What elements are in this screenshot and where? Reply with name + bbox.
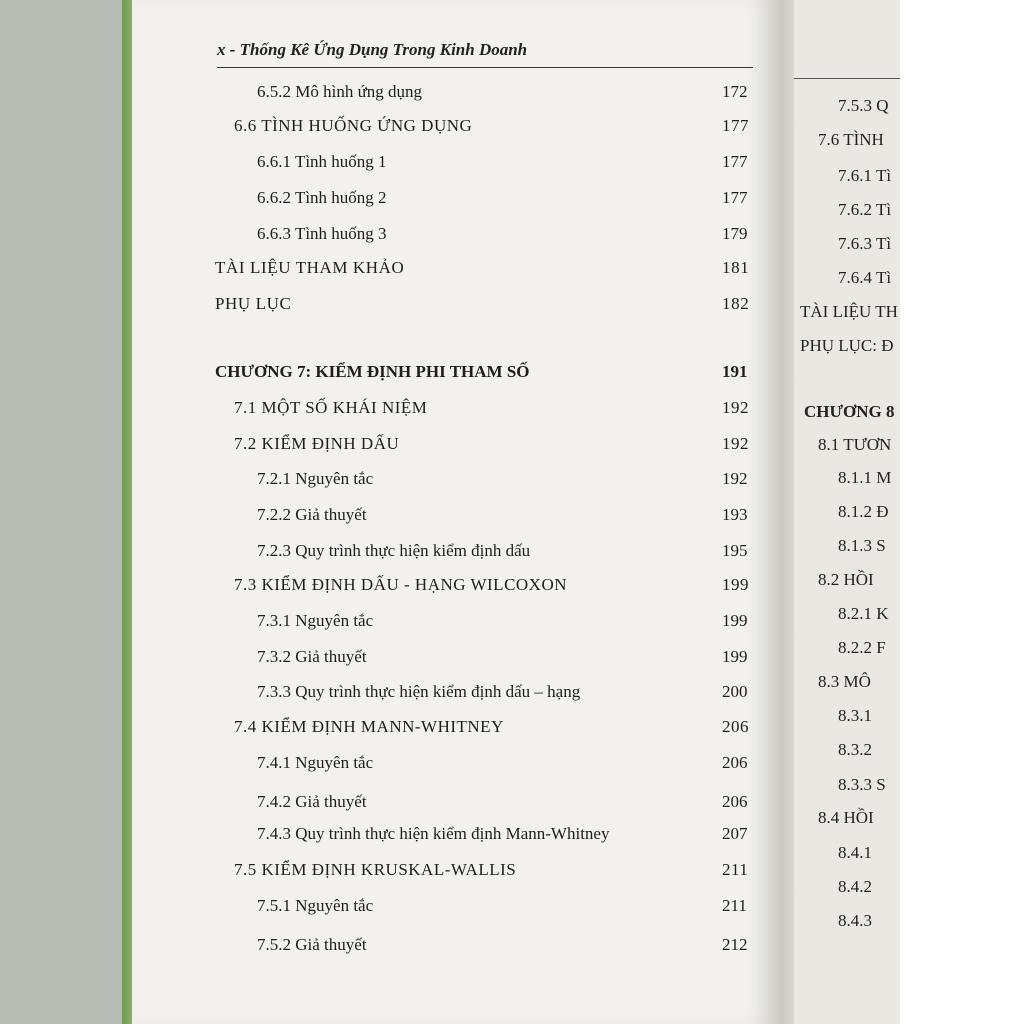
right-page-toc-entry: 8.2 HỒI (818, 570, 874, 589)
right-page-toc-entry: CHƯƠNG 8 (804, 402, 895, 421)
toc-entry-label: TÀI LIỆU THAM KHẢO (215, 258, 405, 277)
toc-chapter-entry (215, 362, 762, 384)
toc-entry-label: 6.5.2 Mô hình ứng dụng (257, 82, 423, 101)
toc-entry (257, 505, 762, 527)
toc-entry-label: 6.6 TÌNH HUỐNG ỨNG DỤNG (234, 116, 473, 135)
right-page (794, 0, 900, 1024)
toc-entry (257, 935, 762, 957)
toc-entry (257, 541, 762, 563)
toc-entry (257, 753, 762, 775)
toc-entry-label: 7.3.3 Quy trình thực hiện kiểm định dấu – hạng (257, 682, 581, 701)
toc-entry (215, 294, 762, 316)
right-page-toc-entry: 8.3.2 (838, 740, 872, 759)
toc-entry-page-number: 179 (722, 224, 748, 243)
toc-entry-page-number: 199 (722, 611, 748, 630)
toc-entry-label: 7.4.2 Giả thuyết (257, 792, 367, 811)
toc-entry-page-number: 212 (722, 935, 748, 954)
toc-entry (257, 469, 762, 491)
toc-entry (257, 792, 762, 814)
right-page-toc-entry: 8.1.1 M (838, 468, 892, 487)
toc-entry-label: 7.2.3 Quy trình thực hiện kiểm định dấu (257, 541, 531, 560)
right-page-toc-entry: 8.4.3 (838, 911, 872, 930)
toc-entry (257, 896, 762, 918)
toc-entry-page-number: 192 (722, 469, 748, 488)
right-page-toc-entry: 8.4.1 (838, 843, 872, 862)
toc-entry-label: 6.6.3 Tình huống 3 (257, 224, 387, 243)
toc-entry-label: 7.3.2 Giả thuyết (257, 647, 367, 666)
toc-entry-page-number: 192 (722, 434, 749, 453)
toc-entry (234, 434, 762, 456)
right-page-toc-entry: PHỤ LỤC: Đ (800, 336, 894, 355)
toc-entry (257, 188, 762, 210)
toc-entry-page-number: 191 (722, 362, 748, 381)
right-page-toc-entry: 8.3 MÔ (818, 672, 871, 691)
toc-entry-page-number: 199 (722, 647, 748, 666)
toc-entry (215, 258, 762, 280)
right-page-toc-entry: 8.1 TƯƠN (818, 435, 892, 454)
toc-entry (257, 82, 762, 104)
right-page-toc-entry: 8.3.1 (838, 706, 872, 725)
toc-entry (234, 717, 762, 739)
toc-entry-page-number: 181 (722, 258, 750, 277)
right-page-toc-entry: 7.6.4 Tì (838, 268, 892, 287)
toc-entry-page-number: 177 (722, 152, 748, 171)
toc-entry-label: 6.6.1 Tình huống 1 (257, 152, 387, 171)
right-page-header-rule (794, 78, 900, 79)
toc-entry (257, 152, 762, 174)
toc-entry (257, 611, 762, 633)
right-page-toc-entry: 8.1.3 S (838, 536, 886, 555)
toc-entry-label: 7.2.1 Nguyên tắc (257, 469, 374, 488)
toc-entry-page-number: 172 (722, 82, 748, 101)
toc-entry-page-number: 211 (722, 860, 749, 879)
background (900, 0, 1024, 1024)
toc-entry-page-number: 199 (722, 575, 749, 594)
toc-entry-page-number: 177 (722, 116, 749, 135)
toc-entry-label: 7.5 KIỂM ĐỊNH KRUSKAL-WALLIS (234, 860, 517, 879)
toc-entry-label: 7.4.3 Quy trình thực hiện kiểm định Mann-Whitney (257, 824, 610, 843)
toc-entry-label: 7.3 KIỂM ĐỊNH DẤU - HẠNG WILCOXON (234, 575, 568, 594)
toc-entry-label: 7.4.1 Nguyên tắc (257, 753, 374, 772)
toc-entry (257, 824, 762, 846)
toc-entry-page-number: 182 (722, 294, 750, 313)
toc-entry-label: CHƯƠNG 7: KIỂM ĐỊNH PHI THAM SỐ (215, 362, 530, 381)
right-page-toc-entry: 8.3.3 S (838, 775, 886, 794)
header-rule (217, 67, 753, 68)
right-page-toc-entry: 7.6.1 Tì (838, 166, 892, 185)
toc-entry-label: 6.6.2 Tình huống 2 (257, 188, 387, 207)
toc-entry-page-number: 211 (722, 896, 747, 915)
toc-entry (257, 224, 762, 246)
toc-entry-page-number: 207 (722, 824, 748, 843)
toc-entry-label: 7.3.1 Nguyên tắc (257, 611, 374, 630)
toc-entry-page-number: 195 (722, 541, 748, 560)
toc-entry-page-number: 206 (722, 753, 748, 772)
toc-entry-page-number: 193 (722, 505, 748, 524)
toc-entry (234, 116, 762, 138)
toc-entry (257, 647, 762, 669)
right-page-toc-entry: 7.6.3 Tì (838, 234, 892, 253)
right-page-toc-entry: 7.6 TÌNH (818, 130, 884, 149)
right-page-toc-entry: 8.2.1 K (838, 604, 889, 623)
toc-entry-page-number: 206 (722, 717, 749, 736)
toc-entry-label: 7.5.1 Nguyên tắc (257, 896, 374, 915)
toc-entry (234, 860, 762, 882)
toc-entry (234, 398, 762, 420)
right-page-toc-entry: TÀI LIỆU TH (800, 302, 898, 321)
left-page (132, 0, 772, 1024)
right-page-toc-entry: 8.4.2 (838, 877, 872, 896)
book-gutter (770, 0, 796, 1024)
toc-entry (257, 682, 762, 704)
toc-entry-page-number: 200 (722, 682, 748, 701)
toc-entry-label: 7.4 KIỂM ĐỊNH MANN-WHITNEY (234, 717, 504, 736)
right-page-toc-entry: 7.6.2 Tì (838, 200, 892, 219)
toc-entry-label: 7.1 MỘT SỐ KHÁI NIỆM (234, 398, 428, 417)
toc-entry (234, 575, 762, 597)
running-header: x - Thống Kê Ứng Dụng Trong Kinh Doanh (217, 40, 528, 59)
toc-entry-label: 7.5.2 Giả thuyết (257, 935, 367, 954)
right-page-toc-entry: 8.2.2 F (838, 638, 886, 657)
toc-entry-label: PHỤ LỤC (215, 294, 292, 313)
right-page-toc-entry: 8.1.2 Đ (838, 502, 889, 521)
right-page-toc-entry: 7.5.3 Q (838, 96, 889, 115)
toc-entry-page-number: 192 (722, 398, 749, 417)
right-page-toc-entry: 8.4 HỒI (818, 808, 874, 827)
toc-entry-page-number: 206 (722, 792, 748, 811)
toc-entry-label: 7.2 KIỂM ĐỊNH DẤU (234, 434, 400, 453)
toc-entry-label: 7.2.2 Giả thuyết (257, 505, 367, 524)
toc-entry-page-number: 177 (722, 188, 748, 207)
